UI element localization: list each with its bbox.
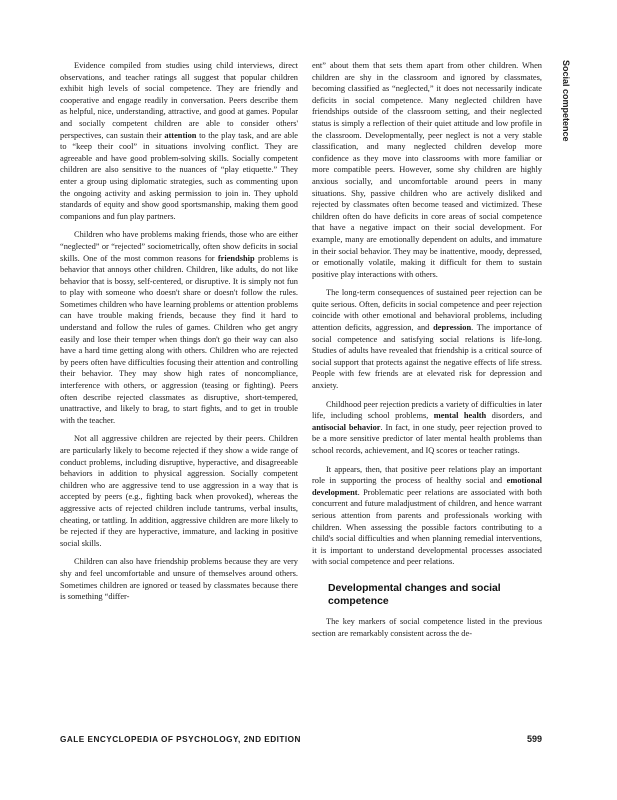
right-column — [312, 60, 542, 646]
key-term-attention: attention — [164, 130, 197, 140]
paragraph: The key markers of social competence listed in the previous section are remarkably consistent across the de- — [312, 616, 542, 638]
footer-title: GALE ENCYCLOPEDIA OF PSYCHOLOGY, 2ND EDITION — [60, 735, 301, 744]
paragraph: Children who have problems making friends, those who are either “neglected” or “rejected” sociometrically, often show deficits in social skills. One of the most common reasons for friendship problems is behavior that annoys other children. Children, like adults, do not like behavior that is bossy, self-centered, or disruptive. It is simply not fun to play with someone who doesn't share or doesn't follow the rules. Sometimes children who have learning problems or attention problems can have trouble making friends, because they find it hard to understand and follow the rules of games. Children who get angry easily and lose their temper when things don't go their way can also have a hard time getting along with others. Children who are rejected by peers often have difficulties focusing their attention and controlling their behavior. They may show high rates of noncompliance, interference with others, or aggression (teasing or fighting). Peers often describe rejected classmates as disruptive, short-tempered, unattractive, and likely to brag, to start fights, and to get in trouble with the teacher. — [60, 230, 299, 425]
key-term-mental-health: mental health — [433, 411, 487, 421]
paragraph: Evidence compiled from studies using child interviews, direct observations, and teacher ratings all suggest that popular children exhibit high levels of social competence. They are friendly and cooperative and engage readily in conversation. Peers describe them as helpful, nice, understanding, attractive, and good at games. Popular and socially competent children are able to consider others' perspectives, can sustain their attention to the play task, and are able to “keep their cool” in situations involving conflict. They are agreeable and have good problem-solving skills. Socially competent children are also sensitive to the nuances of “play etiquette.” They enter a group using diplomatic strategies, such as commenting upon the ongoing activity and asking permission to join in. They uphold standards of equity and show good sportsmanship, making them good companions and fun play partners. — [60, 61, 298, 221]
page-number: 599 — [526, 734, 542, 744]
paragraph: Not all aggressive children are rejected by their peers. Children are particularly likely to become rejected if they show a wide range of conduct problems, including disruptive, hyperactive, and disagreeable behaviors in addition to physical aggression. Socially competent children who are aggressive tend to use aggression in a way that is accepted by peers (e.g., fighting back when provoked), whereas the aggressive acts of rejected children include tantrums, verbal insults, cheating, or tattling. In addition, aggressive children are more likely to be rejected if they are hyperactive, immature, and lacking in positive social skills. — [60, 434, 298, 548]
section-heading: Developmental changes and social competence — [328, 582, 501, 607]
paragraph: Childhood peer rejection predicts a variety of difficulties in later life, including school problems, mental health disorders, and antisocial behavior. In fact, in one study, peer rejection proved to be a more sensitive predictor of later mental health problems than school records, achievement, and IQ scores or teacher ratings. — [312, 399, 542, 455]
paragraph-continued: ent” about them that sets them apart from other children. When children are shy in the classroom and ignored by classmates, becoming classified as “neglected,” it does not necessarily indicate deficits in social competence. Many neglected children have friendships outside of the classroom setting, and their neglected status is simply a reflection of their quiet attitude and low profile in the classroom. Developmentally, peer neglect is not a very stable classification, and many neglected children develop more confidence as they move into classrooms with more familiar or more compatible peers. However, some shy children are highly anxious socially, and uncomfortable around peers in many situations. Shy, passive children who are actively disliked and rejected by classmates often become teased and victimized. These children often do have deficits in core areas of social competence that have a negative impact on their social development. For example, many are emotionally dependent on adults, and immature in their social behavior. They may be inattentive, moody, depressed, or emotionally volatile, making it difficult for them to sustain positive play interactions with others. — [312, 61, 542, 279]
paragraph: It appears, then, that positive peer relations play an important role in supporting the process of healthy social and emotional development. Problematic peer relations are associated with both concurrent and future maladjustment of children, and hence warrant serious attention from parents and professionals working with children. When assessing the possible factors contributing to a child's social difficulties and when planning remedial interventions, it is important to understand developmental processes associated with social competence and peer relations. — [312, 464, 542, 567]
key-term-antisocial-behavior: antisocial behavior — [312, 422, 381, 432]
key-term-depression: depression — [433, 323, 472, 333]
running-head: Social competence — [561, 60, 571, 142]
left-column — [60, 60, 298, 610]
key-term-emotional-development: emotional development — [312, 476, 542, 497]
key-term-friendship: friendship — [217, 253, 255, 263]
paragraph: Children can also have friendship problems because they are very shy and feel uncomfortable and unsure of themselves around others. Sometimes children are ignored or teased by classmates because there is something “differ- — [60, 557, 298, 602]
paragraph: The long-term consequences of sustained peer rejection can be quite serious. Often, deficits in social competence and peer rejection coincide with other emotional and behavioral problems, including attention deficits, aggression, and depression. The importance of social competence and satisfying social relations is life-long. Studies of adults have revealed that friendship is a critical source of social support that protects against the negative effects of life stress. People with few friends are at elevated risk for depression and anxiety. — [312, 288, 542, 391]
